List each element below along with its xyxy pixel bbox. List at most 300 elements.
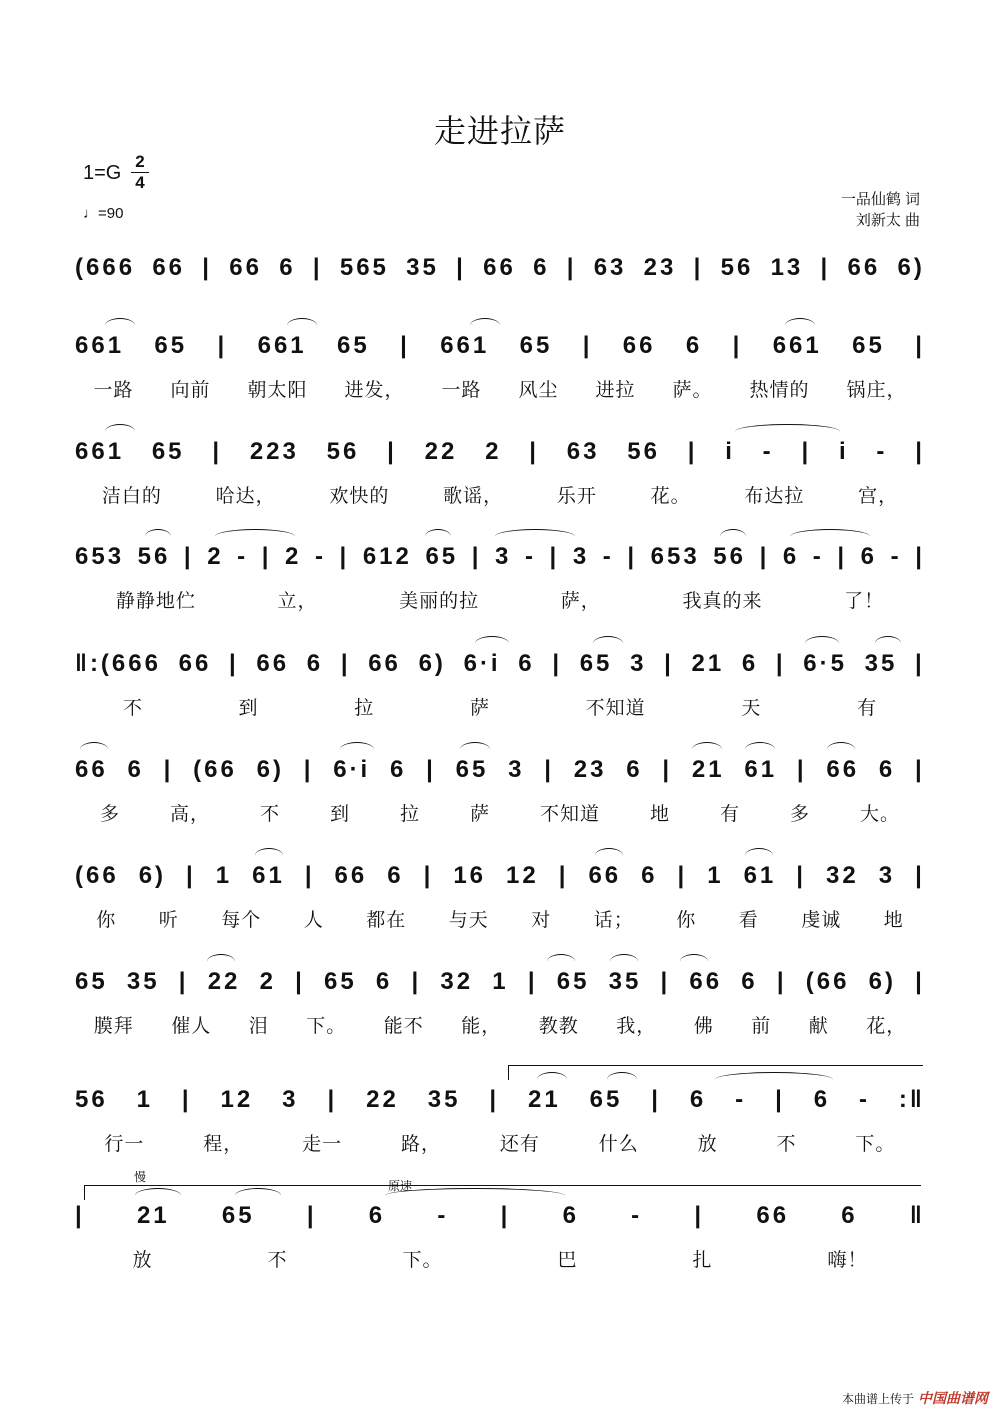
notation-token: -: [735, 1086, 747, 1113]
notation-token: 66: [483, 254, 516, 281]
notation-token: 12: [220, 1086, 254, 1113]
notation-token: 661: [772, 332, 822, 359]
lyric-token: 膜拜: [93, 1016, 134, 1037]
notation-token: |: [456, 254, 466, 281]
lyric-token: 每个: [221, 910, 262, 931]
notation-token: 56: [627, 438, 660, 465]
notation-token: 66: [756, 1202, 790, 1229]
notation-token: 661: [440, 332, 490, 359]
lyric-token: 我真的来: [682, 591, 763, 612]
notation-token: 6·i: [333, 756, 371, 783]
lyric-token: 歌谣，: [443, 486, 504, 507]
lyric-token: 风尘: [518, 380, 559, 401]
lyric-token: 布达拉: [744, 486, 805, 507]
lyric-line: [75, 1129, 925, 1156]
notation-token: |: [426, 756, 436, 783]
notation-token: |: [411, 968, 422, 995]
lyric-token: 萨: [469, 804, 490, 825]
notation-token: 35: [126, 968, 160, 995]
notation-token: |: [186, 862, 196, 889]
notation-token: |: [544, 756, 554, 783]
lyric-token: 天: [741, 698, 762, 719]
lyric-line: [75, 375, 925, 402]
lyric-token: 洁白的: [101, 486, 162, 507]
notation-token: |: [75, 1202, 85, 1229]
lyric-token: 有: [857, 698, 878, 719]
notation-line: [75, 860, 925, 892]
notation-token: 653: [75, 543, 125, 570]
notation-token: |: [306, 1202, 317, 1229]
notation-token: |: [558, 862, 569, 889]
lyric-token: 巴: [557, 1250, 578, 1271]
notation-token: |: [801, 438, 812, 465]
notation-token: |: [327, 1086, 338, 1113]
notation-token: |: [677, 862, 688, 889]
notation-token: 6·5: [803, 650, 847, 677]
lyric-token: 虔诚: [801, 910, 842, 931]
notation-token: -: [314, 543, 326, 570]
lyric-token: 走一: [302, 1134, 343, 1155]
lyric-token: 泪: [248, 1016, 269, 1037]
lyric-token: 对: [531, 910, 552, 931]
notation-token: |: [915, 756, 925, 783]
notation-token: 13: [770, 254, 804, 281]
lyric-token: 献: [808, 1016, 829, 1037]
lyric-line: [75, 1011, 925, 1038]
notation-token: -: [631, 1202, 643, 1229]
site-footer: [842, 1388, 988, 1408]
notation-token: 66: [178, 650, 212, 677]
lyric-token: 路，: [401, 1134, 442, 1155]
lyric-line: [75, 905, 925, 932]
notation-token: 6: [533, 254, 550, 281]
notation-token: |: [915, 438, 925, 465]
notation-token: 65: [221, 1202, 255, 1229]
notation-token: 66: [75, 756, 108, 783]
notation-token: |: [694, 1202, 705, 1229]
notation-token: |: [387, 438, 397, 465]
notation-token: 3: [282, 1086, 299, 1113]
notation-token: 56: [720, 254, 754, 281]
notation-token: 6: [626, 756, 643, 783]
lyric-token: 人: [303, 910, 324, 931]
notation-token: 6: [306, 650, 324, 677]
notation-token: |: [687, 438, 698, 465]
lyric-token: 热情的: [749, 380, 810, 401]
notation-token: |: [202, 254, 212, 281]
lyric-token: 锅庄，: [846, 380, 907, 401]
lyric-token: 到: [238, 698, 259, 719]
notation-token: 223: [249, 438, 299, 465]
lyric-token: 放: [132, 1250, 153, 1271]
lyric-token: 前: [751, 1016, 772, 1037]
lyric-token: 有: [719, 804, 740, 825]
time-signature: [131, 153, 149, 192]
notation-token: |: [552, 650, 563, 677]
notation-token: 6: [813, 1086, 831, 1113]
notation-token: |: [662, 756, 673, 783]
lyric-token: 教教: [538, 1016, 579, 1037]
notation-token: 1: [215, 862, 233, 889]
notation-token: |: [627, 543, 638, 570]
notation-token: 35: [608, 968, 642, 995]
lyric-token: 佛: [693, 1016, 714, 1037]
notation-token: 6: [685, 332, 703, 359]
notation-token: 6·i: [463, 650, 501, 677]
notation-token: 61: [252, 862, 285, 889]
notation-token: |: [820, 254, 831, 281]
notation-token: |: [261, 543, 272, 570]
lyric-token: 进发，: [344, 380, 405, 401]
notation-token: |: [183, 543, 194, 570]
notation-token: 6: [562, 1202, 579, 1229]
notation-token: 3: [508, 756, 525, 783]
notation-line: [75, 754, 925, 786]
notation-token: 66: [847, 254, 881, 281]
lyric-token: 高，: [169, 804, 210, 825]
notation-token: 56: [75, 1086, 108, 1113]
notation-token: |: [212, 438, 223, 465]
notation-token: 2: [285, 543, 302, 570]
notation-token: 65: [154, 332, 188, 359]
notation-token: 6: [368, 1202, 386, 1229]
notation-token: |: [566, 254, 577, 281]
lyric-token: 花，: [866, 1016, 907, 1037]
notation-token: 56: [713, 543, 746, 570]
notation-token: (66: [805, 968, 850, 995]
lyric-token: 向前: [170, 380, 211, 401]
tempo-marking: [83, 205, 123, 222]
notation-line: [75, 1084, 925, 1116]
notation-token: |: [796, 756, 807, 783]
notation-token: :‖: [898, 1086, 925, 1113]
notation-token: 66: [689, 968, 723, 995]
lyric-token: 行一: [104, 1134, 145, 1155]
lyric-token: 乐开: [556, 486, 597, 507]
lyric-token: 能，: [461, 1016, 502, 1037]
lyric-line: [75, 799, 925, 826]
notation-token: 65: [75, 968, 108, 995]
lyric-token: 到: [329, 804, 350, 825]
notation-token: 65: [337, 332, 370, 359]
notation-token: 3: [878, 862, 896, 889]
notation-token: |: [759, 543, 770, 570]
notation-token: 56: [326, 438, 360, 465]
notation-token: |: [549, 543, 560, 570]
lyric-token: 拉: [354, 698, 375, 719]
footer-text: 本曲谱上传于: [841, 1391, 914, 1406]
notation-token: 65: [579, 650, 613, 677]
notation-token: |: [500, 1202, 511, 1229]
notation-token: |: [304, 862, 315, 889]
notation-token: 6): [897, 254, 925, 281]
lyric-token: 地: [649, 804, 670, 825]
notation-token: i: [725, 438, 735, 465]
notation-token: 6: [390, 756, 407, 783]
notation-token: 22: [366, 1086, 399, 1113]
notation-token: 23: [573, 756, 607, 783]
notation-token: |: [423, 862, 434, 889]
lyric-token: 不: [122, 698, 143, 719]
lyric-token: 了！: [844, 591, 885, 612]
notation-token: 661: [75, 332, 125, 359]
notation-token: |: [915, 968, 925, 995]
notation-token: ‖:(666: [75, 650, 161, 677]
notation-line: [75, 252, 925, 284]
lyric-line: [75, 693, 925, 720]
notation-token: |: [340, 650, 351, 677]
notation-token: 65: [455, 756, 489, 783]
notation-token: 63: [566, 438, 600, 465]
score-row-5: [75, 648, 925, 738]
notation-token: 63: [593, 254, 627, 281]
notation-token: -: [602, 543, 614, 570]
lyric-token: 你: [96, 910, 117, 931]
notation-token: |: [400, 332, 410, 359]
lyric-token: 立，: [277, 591, 318, 612]
notation-token: 612: [362, 543, 412, 570]
notation-token: 65: [425, 543, 459, 570]
notation-line: [75, 436, 925, 468]
score-row-10: [75, 1200, 925, 1290]
notation-token: 6: [860, 543, 878, 570]
lyric-token: 与天: [448, 910, 489, 931]
notation-token: 661: [257, 332, 307, 359]
notation-token: 32: [826, 862, 859, 889]
notation-token: |: [796, 862, 806, 889]
lyric-token: 不: [776, 1134, 797, 1155]
notation-token: 6: [375, 968, 393, 995]
notation-token: 6: [782, 543, 800, 570]
notation-token: |: [660, 968, 671, 995]
notation-token: |: [775, 650, 786, 677]
notation-token: 21: [691, 756, 725, 783]
lyricist-credit: 一品仙鹤 词: [840, 191, 920, 208]
notation-token: 653: [650, 543, 700, 570]
lyric-token: 大。: [859, 804, 900, 825]
notation-token: 65: [589, 1086, 623, 1113]
site-logo[interactable]: 中国曲谱网: [918, 1390, 988, 1406]
notation-line: [75, 330, 925, 362]
notation-token: |: [527, 968, 538, 995]
lyric-token: 一路: [93, 380, 134, 401]
score-row-7: [75, 860, 925, 950]
notation-token: 66: [152, 254, 186, 281]
score-row-4: [75, 541, 925, 631]
notation-token: |: [776, 968, 787, 995]
notation-token: 1: [492, 968, 509, 995]
composer-credit: 刘新太 曲: [855, 212, 920, 229]
lyric-token: 萨，: [560, 591, 601, 612]
lyric-token: 听: [158, 910, 179, 931]
notation-token: -: [876, 438, 888, 465]
lyric-token: 不知道: [539, 804, 600, 825]
notation-token: 21: [527, 1086, 561, 1113]
time-signature-bottom: 4: [135, 173, 145, 192]
notation-token: 61: [743, 862, 777, 889]
lyric-token: 程，: [203, 1134, 244, 1155]
notation-token: |: [915, 332, 925, 359]
lyric-token: 拉: [399, 804, 420, 825]
notation-token: -: [237, 543, 249, 570]
lyric-token: 下。: [306, 1016, 347, 1037]
notation-token: 2: [207, 543, 224, 570]
notation-token: 6: [127, 756, 144, 783]
notation-token: 66: [826, 756, 860, 783]
notation-token: 6: [878, 756, 896, 783]
notation-token: 23: [643, 254, 677, 281]
notation-token: |: [732, 332, 743, 359]
lyric-token: 不: [259, 804, 280, 825]
lyric-token: 扎: [692, 1250, 713, 1271]
notation-token: 6): [138, 862, 167, 889]
notation-token: 66: [368, 650, 401, 677]
notation-token: 66: [256, 650, 290, 677]
notation-token: |: [651, 1086, 661, 1113]
notation-token: 65: [852, 332, 885, 359]
lyric-line: [75, 481, 925, 508]
notation-token: 66: [622, 332, 656, 359]
notation-token: |: [471, 543, 482, 570]
notation-token: 6: [741, 650, 759, 677]
lyric-token: 不知道: [585, 698, 646, 719]
lyric-token: 宫，: [858, 486, 899, 507]
notation-token: 3: [630, 650, 647, 677]
notation-token: 6): [868, 968, 896, 995]
notation-token: 66: [334, 862, 368, 889]
time-signature-top: 2: [135, 152, 145, 171]
lyric-token: 萨: [469, 698, 490, 719]
tempo-mark-original: 原速: [388, 1179, 413, 1193]
notation-token: 22: [207, 968, 241, 995]
notation-token: 65: [324, 968, 357, 995]
lyric-token: 看: [738, 910, 759, 931]
notation-token: 6: [518, 650, 535, 677]
notation-token: -: [890, 543, 902, 570]
notation-token: -: [812, 543, 824, 570]
lyric-token: 多: [99, 804, 120, 825]
notation-token: 1: [707, 862, 724, 889]
notation-token: 35: [864, 650, 898, 677]
lyric-token: 放: [697, 1134, 718, 1155]
score-row-3: [75, 436, 925, 526]
notation-token: |: [775, 1086, 785, 1113]
notation-token: 6: [841, 1202, 858, 1229]
notation-token: |: [312, 254, 323, 281]
lyric-token: 催人: [171, 1016, 212, 1037]
notation-line: [75, 1200, 925, 1232]
lyric-token: 静静地伫: [115, 591, 196, 612]
notation-token: 661: [75, 438, 125, 465]
score-row-2: [75, 330, 925, 420]
lyric-token: 能不: [383, 1016, 424, 1037]
notation-token: 6: [741, 968, 758, 995]
notation-token: 6: [279, 254, 296, 281]
score-row-9: [75, 1084, 925, 1174]
lyric-token: 什么: [598, 1134, 639, 1155]
notation-token: 565: [339, 254, 389, 281]
lyric-token: 美丽的拉: [399, 591, 480, 612]
notation-token: (66: [193, 756, 237, 783]
notation-token: 65: [556, 968, 590, 995]
notation-token: 6: [387, 862, 404, 889]
notation-token: 35: [427, 1086, 461, 1113]
notation-token: 2: [259, 968, 276, 995]
notation-token: 35: [406, 254, 439, 281]
notation-token: 66: [229, 254, 262, 281]
notation-token: -: [762, 438, 774, 465]
notation-token: |: [181, 1086, 192, 1113]
score-title: 走进拉萨: [433, 113, 566, 149]
lyric-token: 下。: [402, 1250, 443, 1271]
lyric-token: 花。: [650, 486, 691, 507]
notation-token: |: [837, 543, 848, 570]
notation-token: 6: [689, 1086, 707, 1113]
score-row-6: [75, 754, 925, 844]
notation-token: |: [664, 650, 674, 677]
notation-token: ‖: [909, 1202, 925, 1229]
notation-token: -: [437, 1202, 449, 1229]
notation-token: 32: [440, 968, 474, 995]
lyric-token: 你: [676, 910, 697, 931]
notation-token: 3: [495, 543, 512, 570]
lyric-token: 地: [883, 910, 904, 931]
notation-token: (66: [75, 862, 119, 889]
notation-token: 6: [641, 862, 658, 889]
notation-token: 6): [418, 650, 446, 677]
notation-token: 65: [151, 438, 185, 465]
notation-token: 12: [506, 862, 539, 889]
notation-line: [75, 966, 925, 998]
lyric-token: 话；: [593, 910, 634, 931]
notation-token: (666: [75, 254, 136, 281]
notation-token: 21: [691, 650, 725, 677]
notation-token: |: [163, 756, 174, 783]
lyric-token: 下。: [855, 1134, 896, 1155]
score-row-8: [75, 966, 925, 1056]
notation-line: [75, 541, 925, 573]
notation-token: |: [582, 332, 593, 359]
notation-token: |: [915, 543, 925, 570]
notation-token: |: [303, 756, 314, 783]
notation-token: |: [217, 332, 228, 359]
lyric-token: 嗨！: [827, 1250, 868, 1271]
notation-token: |: [529, 438, 539, 465]
notation-token: |: [915, 862, 925, 889]
notation-token: 6): [256, 756, 284, 783]
notation-token: -: [859, 1086, 870, 1113]
key-signature: 1=G: [83, 162, 122, 184]
notation-token: |: [178, 968, 189, 995]
notation-token: 21: [136, 1202, 170, 1229]
lyric-token: 一路: [441, 380, 482, 401]
notation-token: 16: [453, 862, 487, 889]
tempo-value: =90: [98, 205, 124, 222]
notation-token: |: [915, 650, 925, 677]
notation-token: 56: [137, 543, 171, 570]
lyric-token: 进拉: [595, 380, 636, 401]
notation-token: 65: [519, 332, 553, 359]
lyric-line: [75, 586, 925, 613]
notation-token: 66: [588, 862, 622, 889]
lyric-token: 不: [267, 1250, 288, 1271]
lyric-token: 都在: [366, 910, 407, 931]
notation-token: |: [489, 1086, 500, 1113]
lyric-token: 多: [789, 804, 810, 825]
notation-token: |: [295, 968, 305, 995]
notation-token: 1: [136, 1086, 153, 1113]
notation-token: i: [838, 438, 849, 465]
